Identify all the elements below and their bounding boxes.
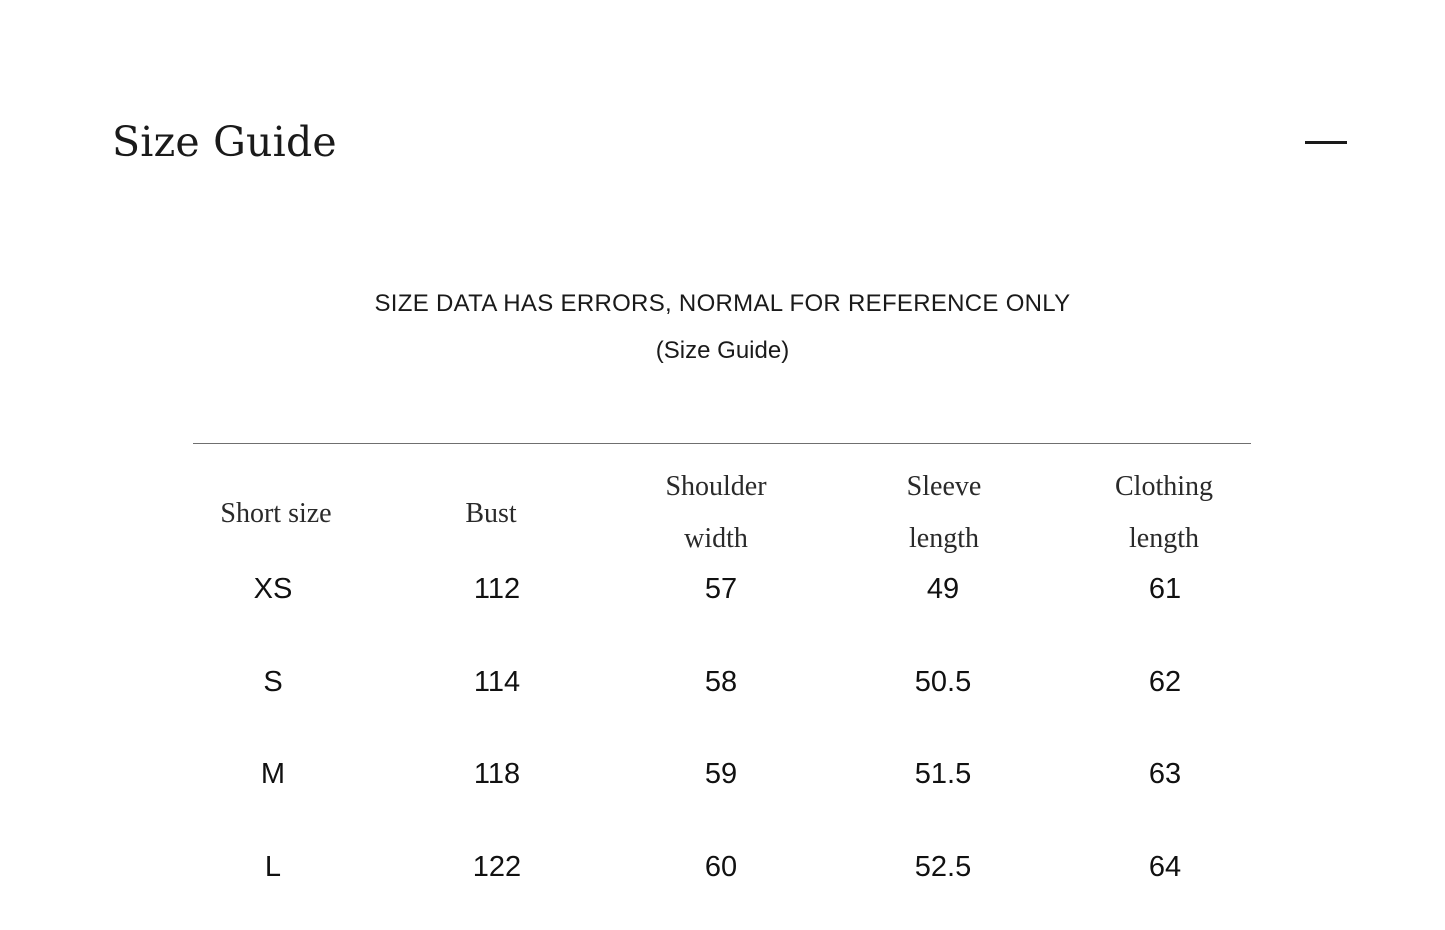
size-label-cell: XS	[253, 573, 293, 605]
size-notice-subtitle: (Size Guide)	[655, 337, 790, 364]
measurement-cell: 62	[1148, 666, 1182, 698]
measurement-cell: 57	[704, 573, 738, 605]
minus-icon	[1305, 141, 1347, 144]
measurement-cell: 64	[1148, 851, 1182, 883]
measurement-cell: 122	[472, 851, 522, 883]
measurement-cell: 50.5	[914, 666, 972, 698]
size-notice: SIZE DATA HAS ERRORS, NORMAL FOR REFERENCE ONLY	[374, 290, 1071, 317]
measurement-cell: 61	[1148, 573, 1182, 605]
page-title: Size Guide	[112, 118, 337, 166]
column-header-line: Bust	[465, 498, 517, 529]
column-header-line: Sleeve	[906, 471, 982, 502]
measurement-cell: 112	[473, 573, 521, 605]
measurement-cell: 63	[1148, 758, 1182, 790]
measurement-cell: 114	[473, 666, 521, 698]
column-header-line: Short size	[220, 498, 332, 529]
column-header	[166, 488, 386, 540]
column-header-line: length	[909, 523, 979, 554]
table-divider	[193, 443, 1251, 444]
column-header	[606, 461, 826, 565]
measurement-cell: 118	[473, 758, 521, 790]
size-label-cell: S	[263, 666, 283, 698]
column-header-line: length	[1129, 523, 1199, 554]
measurement-cell: 60	[704, 851, 738, 883]
column-header-line: Shoulder	[665, 471, 767, 502]
column-header	[381, 488, 601, 540]
column-header	[834, 461, 1054, 565]
size-label-cell: M	[260, 758, 286, 790]
measurement-cell: 49	[926, 573, 960, 605]
column-header-line: Clothing	[1114, 471, 1213, 502]
measurement-cell: 59	[704, 758, 738, 790]
measurement-cell: 51.5	[914, 758, 972, 790]
size-label-cell: L	[264, 851, 282, 883]
column-header	[1054, 461, 1274, 565]
column-header-line: width	[684, 523, 748, 554]
measurement-cell: 58	[704, 666, 738, 698]
collapse-button[interactable]	[1300, 124, 1352, 160]
measurement-cell: 52.5	[914, 851, 972, 883]
